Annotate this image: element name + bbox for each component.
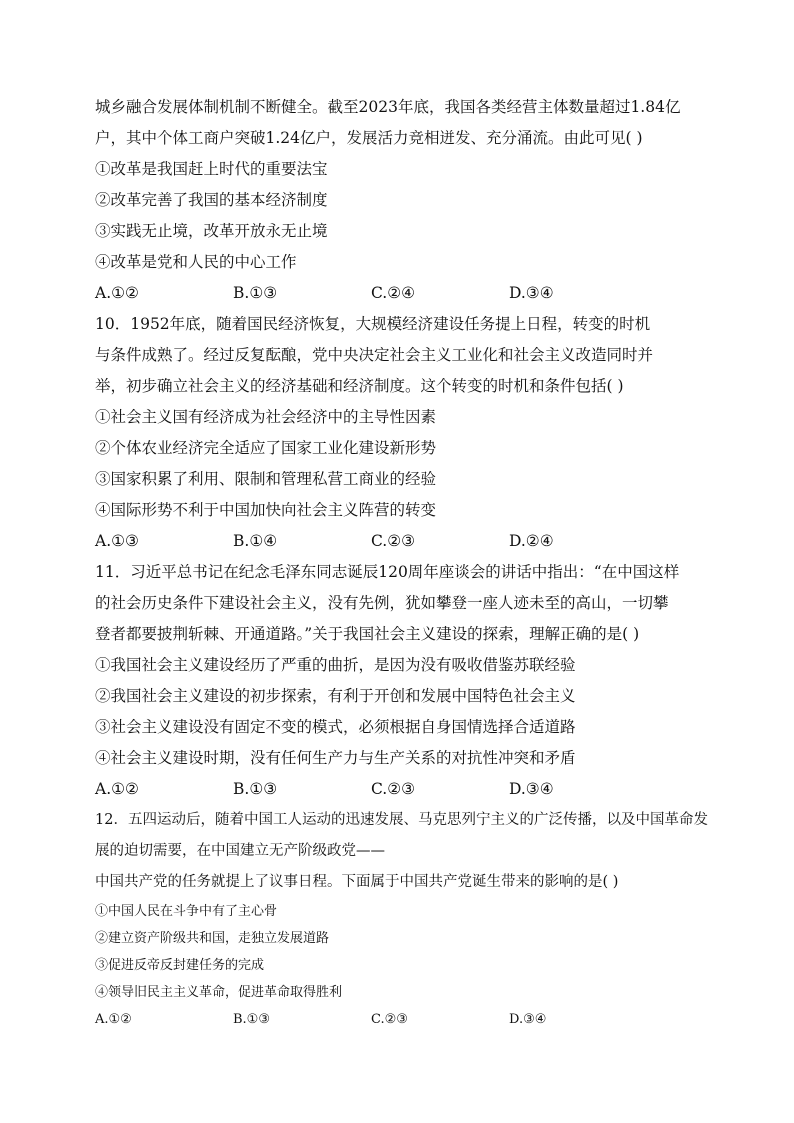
statement-item: ①改革是我国赶上时代的重要法宝 <box>95 160 328 178</box>
statement-item: ③社会主义建设没有固定不变的模式，必须根据自身国情选择合适道路 <box>95 718 576 736</box>
option-a: A.①② <box>95 1012 132 1027</box>
option-a: A.①② <box>95 284 139 302</box>
option-c: C.②④ <box>371 284 416 302</box>
statement-item: ②我国社会主义建设的初步探索，有利于开创和发展中国特色社会主义 <box>95 687 576 705</box>
question-stem-line: 12．五四运动后，随着中国工人运动的迅速发展、马克思列宁主义的广泛传播，以及中国革命发 <box>95 812 708 828</box>
option-c: C.②③ <box>371 1012 408 1027</box>
option-a: A.①② <box>95 780 139 798</box>
option-b: B.①③ <box>233 1012 270 1027</box>
statement-item: ③实践无止境，改革开放永无止境 <box>95 222 328 240</box>
option-c: C.②③ <box>371 780 416 798</box>
question-stem-line: 10．1952年底，随着国民经济恢复，大规模经济建设任务提上日程，转变的时机 <box>95 315 651 333</box>
statement-item: ②改革完善了我国的基本经济制度 <box>95 191 328 209</box>
question-stem-line: 的社会历史条件下建设社会主义，没有先例，犹如攀登一座人迹未至的高山，一切攀 <box>95 594 669 612</box>
question-stem-line: 中国共产党的任务就提上了议事日程。下面属于中国共产党诞生带来的影响的是( ) <box>95 874 619 890</box>
question-stem-line: 展的迫切需要，在中国建立无产阶级政党—— <box>95 843 385 859</box>
question-10 <box>95 309 710 557</box>
statement-item: ②建立资产阶级共和国，走独立发展道路 <box>95 931 330 946</box>
statement-item: ③促进反帝反封建任务的完成 <box>95 958 265 973</box>
question-stem-line: 户，其中个体工商户突破1.24亿户，发展活力竞相迸发、充分涌流。由此可见( ) <box>95 129 643 147</box>
answer-options <box>95 774 710 805</box>
statement-item: ③国家积累了利用、限制和管理私营工商业的经验 <box>95 470 437 488</box>
statement-item: ④国际形势不利于中国加快向社会主义阵营的转变 <box>95 501 437 519</box>
question-stem-line: 与条件成熟了。经过反复酝酿，党中央决定社会主义工业化和社会主义改造同时并 <box>95 346 654 364</box>
question-12 <box>95 805 710 1033</box>
question-stem-line: 登者都要披荆斩棘、开通道路。”关于我国社会主义建设的探索，理解正确的是( ) <box>95 625 640 643</box>
option-b: B.①④ <box>233 532 278 550</box>
option-d: D.③④ <box>509 1012 547 1027</box>
question-stem-line: 11．习近平总书记在纪念毛泽东同志诞辰120周年座谈会的讲话中指出：“在中国这样 <box>95 563 680 581</box>
option-d: D.③④ <box>509 284 554 302</box>
option-d: D.②④ <box>509 532 554 550</box>
statement-item: ④改革是党和人民的中心工作 <box>95 253 297 271</box>
option-d: D.③④ <box>509 780 554 798</box>
answer-options <box>95 526 710 557</box>
option-c: C.②③ <box>371 532 416 550</box>
option-b: B.①③ <box>233 284 278 302</box>
question-11 <box>95 557 710 805</box>
question-stem-line: 举，初步确立社会主义的经济基础和经济制度。这个转变的时机和条件包括( ) <box>95 377 624 395</box>
statement-item: ①中国人民在斗争中有了主心骨 <box>95 904 278 919</box>
answer-options <box>95 1006 710 1033</box>
statement-item: ④领导旧民主主义革命，促进革命取得胜利 <box>95 985 343 1000</box>
statement-item: ④社会主义建设时期，没有任何生产力与生产关系的对抗性冲突和矛盾 <box>95 749 576 767</box>
question-stem-line: 城乡融合发展体制机制不断健全。截至2023年底，我国各类经营主体数量超过1.84亿 <box>95 98 681 116</box>
answer-options <box>95 278 710 309</box>
statement-item: ②个体农业经济完全适应了国家工业化建设新形势 <box>95 439 437 457</box>
statement-item: ①我国社会主义建设经历了严重的曲折，是因为没有吸收借鉴苏联经验 <box>95 656 576 674</box>
exam-page <box>95 92 710 1033</box>
option-b: B.①③ <box>233 780 278 798</box>
question-9 <box>95 92 710 309</box>
statement-item: ①社会主义国有经济成为社会经济中的主导性因素 <box>95 408 437 426</box>
option-a: A.①③ <box>95 532 139 550</box>
